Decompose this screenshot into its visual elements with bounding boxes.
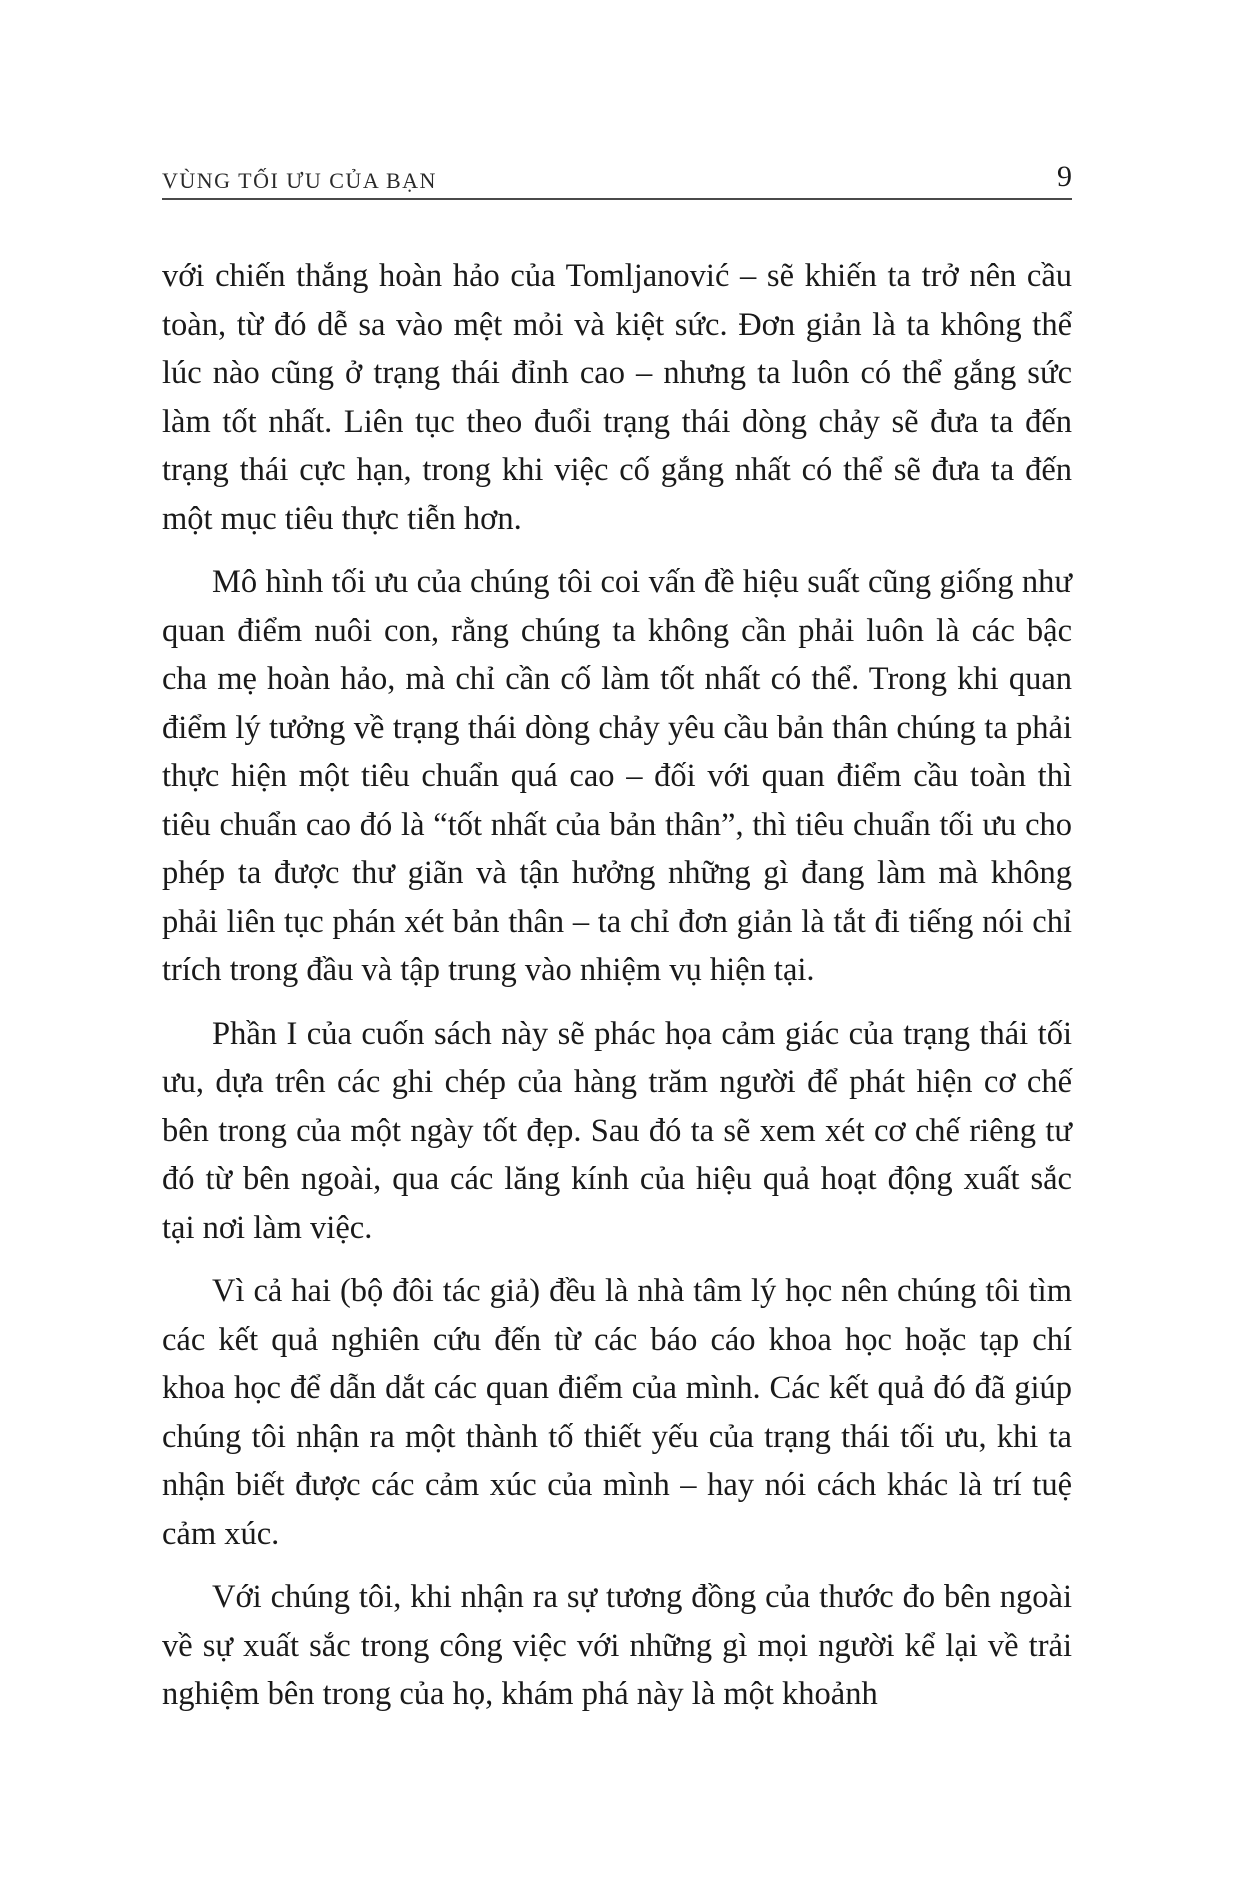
paragraph: với chiến thắng hoàn hảo của Tomljanović – sẽ khiến ta trở nên cầu toàn, từ đó dễ sa vào mệt mỏi và kiệt sức. Đơn giản là ta không thể lúc nào cũng ở trạng thái đỉnh cao – nhưng ta luôn có thể gắng sức làm tốt nhất. Liên tục theo đuổi trạng thái dòng chảy sẽ đưa ta đến trạng thái cực hạn, trong khi việc cố gắng nhất có thể sẽ đưa ta đến một mục tiêu thực tiễn hơn. bbox=[162, 258, 1072, 537]
paragraph: Vì cả hai (bộ đôi tác giả) đều là nhà tâm lý học nên chúng tôi tìm các kết quả nghiên cứu đến từ các báo cáo khoa học hoặc tạp chí khoa học để dẫn dắt các quan điểm của mình. Các kết quả đó đã giúp chúng tôi nhận ra một thành tố thiết yếu của trạng thái tối ưu, khi ta nhận biết được các cảm xúc của mình – hay nói cách khác là trí tuệ cảm xúc. bbox=[162, 1273, 1072, 1552]
page-number: 9 bbox=[1057, 160, 1072, 193]
paragraph: Mô hình tối ưu của chúng tôi coi vấn đề hiệu suất cũng giống như quan điểm nuôi con, rằng chúng ta không cần phải luôn là các bậc cha mẹ hoàn hảo, mà chỉ cần cố làm tốt nhất có thể. Trong khi quan điểm lý tưởng về trạng thái dòng chảy yêu cầu bản thân chúng ta phải thực hiện một tiêu chuẩn quá cao – đối với quan điểm cầu toàn thì tiêu chuẩn cao đó là “tốt nhất của bản thân”, thì tiêu chuẩn tối ưu cho phép ta được thư giãn và tận hưởng những gì đang làm mà không phải liên tục phán xét bản thân – ta chỉ đơn giản là tắt đi tiếng nói chỉ trích trong đầu và tập trung vào nhiệm vụ hiện tại. bbox=[162, 564, 1072, 988]
chapter-title: VÙNG TỐI ƯU CỦA BẠN bbox=[162, 168, 437, 193]
paragraph: Phần I của cuốn sách này sẽ phác họa cảm giác của trạng thái tối ưu, dựa trên các ghi chép của hàng trăm người để phát hiện cơ chế bên trong của một ngày tốt đẹp. Sau đó ta sẽ xem xét cơ chế riêng tư đó từ bên ngoài, qua các lăng kính của hiệu quả hoạt động xuất sắc tại nơi làm việc. bbox=[162, 1015, 1072, 1246]
body-text bbox=[162, 252, 1072, 1734]
paragraph: Với chúng tôi, khi nhận ra sự tương đồng của thước đo bên ngoài về sự xuất sắc trong công việc với những gì mọi người kể lại về trải nghiệm bên trong của họ, khám phá này là một khoảnh bbox=[162, 1579, 1072, 1712]
running-header bbox=[162, 158, 1072, 200]
